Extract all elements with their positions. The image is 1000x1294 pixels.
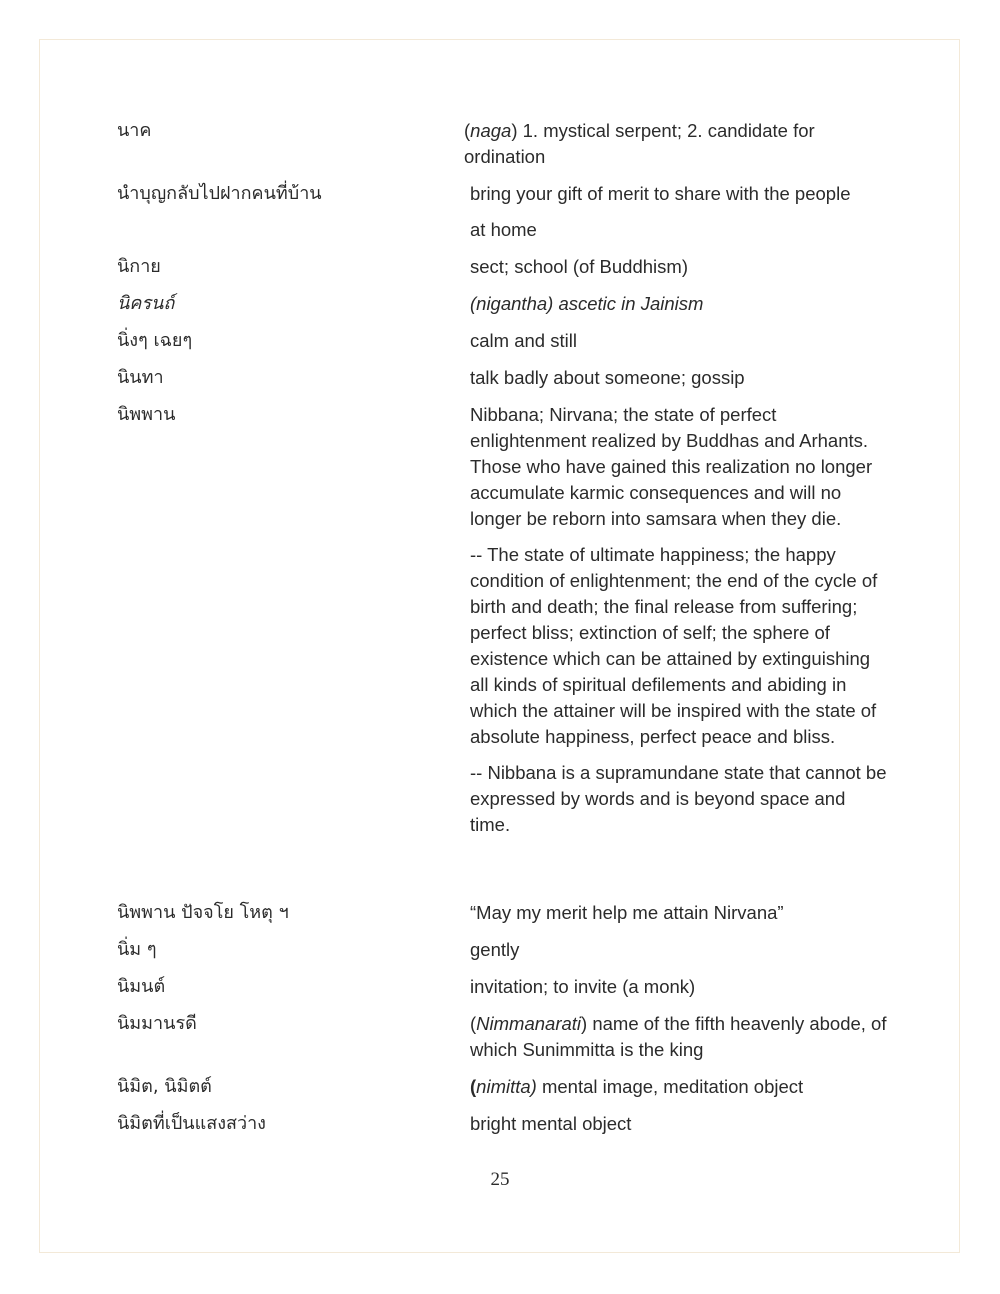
english-definition: [470, 402, 890, 838]
thai-term: นาค: [117, 120, 152, 141]
english-definition: (nimitta) mental image, meditation object: [470, 1076, 804, 1097]
english-definition: “May my merit help me attain Nirvana”: [470, 902, 784, 923]
english-definition: bring your gift of merit to share with the people at home: [470, 183, 851, 240]
english-definition: sect; school (of Buddhism): [470, 256, 688, 277]
thai-term: นิ่ม ๆ: [117, 939, 157, 960]
english-definition: (naga) 1. mystical serpent; 2. candidate for ordination: [464, 120, 815, 167]
thai-term: นิพพาน ปัจจโย โหตุ ฯ: [117, 902, 289, 923]
thai-term: นิกาย: [117, 256, 161, 277]
thai-term: นิมมานรดี: [117, 1013, 197, 1034]
definition-paragraph: Nibbana; Nirvana; the state of perfect enlightenment realized by Buddhas and Arhants. Those who have gained this realization no longer accumulate karmic consequences and will no longer be reborn into samsara when they die.: [470, 404, 873, 529]
definition-paragraph: -- The state of ultimate happiness; the happy condition of enlightenment; the end of the cycle of birth and death; the final release from suffering; perfect bliss; extinction of self; the sphere of existence which can be attained by extinguishing all kinds of spiritual defilements and abiding in which the attainer will be inspired with the state of absolute happiness, perfect peace and bliss.: [470, 544, 878, 747]
definition-paragraph: -- Nibbana is a supramundane state that cannot be expressed by words and is beyond space and time.: [470, 762, 887, 835]
english-definition: invitation; to invite (a monk): [470, 976, 696, 997]
thai-term: นิมนต์: [117, 976, 166, 997]
english-definition: gently: [470, 939, 520, 960]
thai-term: นิพพาน: [117, 404, 176, 425]
thai-term: นิครนถ์: [117, 293, 175, 314]
thai-term: นินทา: [117, 367, 164, 388]
thai-term: นิมิต, นิมิตต์: [117, 1076, 212, 1097]
page-number: 25: [490, 1169, 510, 1190]
thai-term: นิมิตที่เป็นแสงสว่าง: [117, 1113, 266, 1134]
thai-term: นำบุญกลับไปฝากคนที่บ้าน: [117, 183, 322, 204]
english-definition: bright mental object: [470, 1113, 632, 1134]
english-definition: (Nimmanarati) name of the fifth heavenly abode, of which Sunimmitta is the king: [470, 1013, 887, 1060]
english-definition: calm and still: [470, 330, 577, 351]
thai-term: นิ่งๆ เฉยๆ: [117, 330, 193, 351]
english-definition: talk badly about someone; gossip: [470, 367, 745, 388]
english-definition: (nigantha) ascetic in Jainism: [470, 293, 704, 314]
